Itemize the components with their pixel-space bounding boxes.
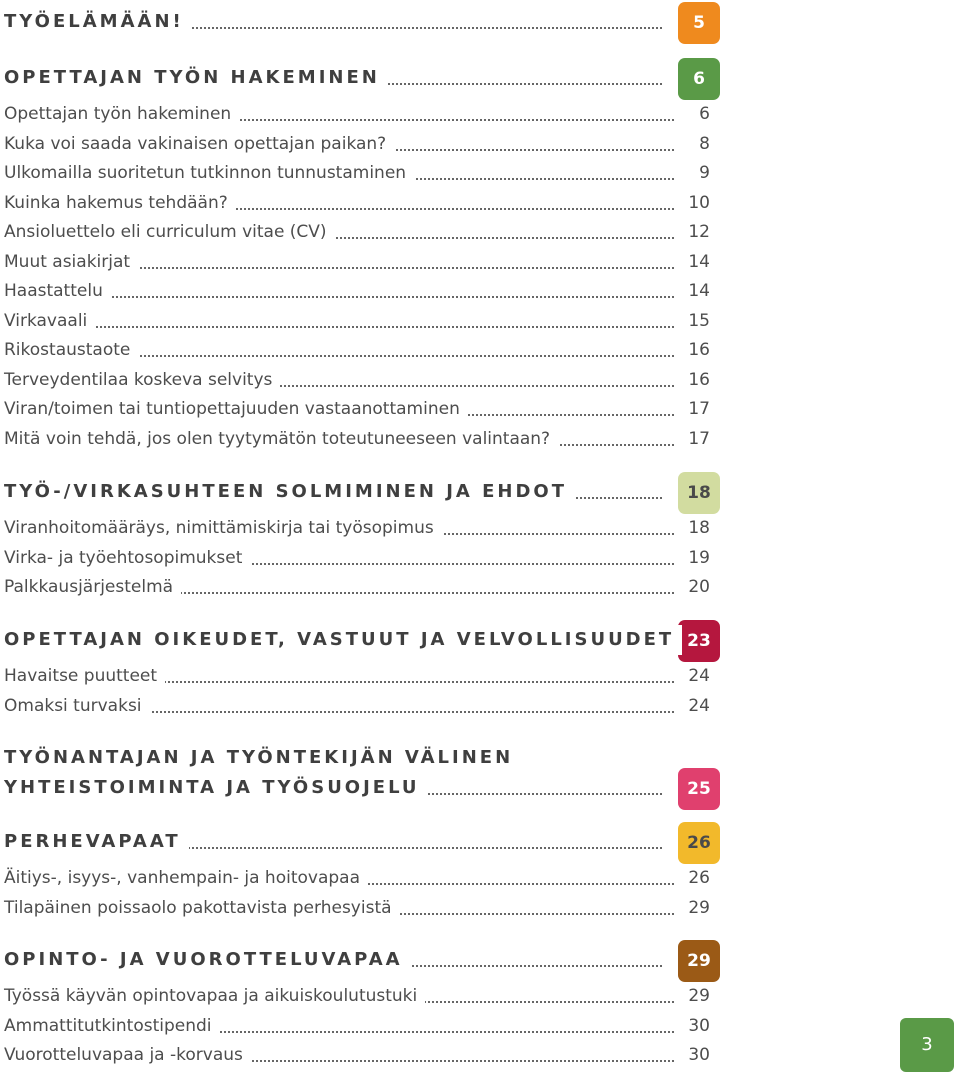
toc-entry-page: 20 <box>688 577 710 597</box>
toc-entry[interactable] <box>4 543 720 573</box>
toc-entry-page: 15 <box>688 310 710 331</box>
toc-entry-title: Viranhoitomääräys, nimittämiskirja tai työsopimus <box>4 513 442 543</box>
toc-entry-title: Palkkausjärjestelmä <box>4 572 181 602</box>
toc-entry[interactable] <box>4 981 720 1011</box>
toc-entry-page: 17 <box>688 399 710 419</box>
section-heading[interactable] <box>4 625 720 655</box>
toc-entry-page: 26 <box>688 868 710 888</box>
toc-entry-page: 10 <box>688 192 710 213</box>
toc-entry-page: 8 <box>699 133 710 154</box>
toc-entry[interactable] <box>4 306 720 336</box>
section-page-badge: 5 <box>678 2 720 44</box>
toc-entry-title: Äitiys-, isyys-, vanhempain- ja hoitovapaa <box>4 863 368 893</box>
section-page-badge: 29 <box>678 940 720 982</box>
toc-entry-title: Havaitse puutteet <box>4 661 165 691</box>
toc-entry-title: Terveydentilaa koskeva selvitys <box>4 365 280 395</box>
toc-entry-title: Muut asiakirjat <box>4 247 138 277</box>
toc-entry[interactable] <box>4 893 720 923</box>
toc-entry-page: 17 <box>688 428 710 449</box>
section-title: OPINTO- JA VUOROTTELUVAPAA <box>4 945 411 975</box>
dot-leader <box>4 326 674 328</box>
toc-entry-page: 24 <box>688 666 710 686</box>
section-page-badge: 18 <box>678 472 720 514</box>
toc-entry[interactable] <box>4 1040 720 1070</box>
toc-entry[interactable] <box>4 247 720 277</box>
toc-entry-title: Tilapäinen poissaolo pakottavista perhesyistä <box>4 893 400 923</box>
toc-entry-title: Työssä käyvän opintovapaa ja aikuiskoulutustuki <box>4 981 425 1011</box>
toc-entry[interactable] <box>4 335 720 365</box>
section-title: OPETTAJAN TYÖN HAKEMINEN <box>4 63 388 93</box>
section-title: OPETTAJAN OIKEUDET, VASTUUT JA VELVOLLISUUDET <box>4 625 682 655</box>
toc-entry-title: Kuinka hakemus tehdään? <box>4 188 236 218</box>
toc-entry-page: 24 <box>688 695 710 716</box>
section-heading[interactable] <box>4 63 720 93</box>
section-title: TYÖ-/VIRKASUHTEEN SOLMIMINEN JA EHDOT <box>4 477 575 507</box>
toc-entry-page: 14 <box>688 281 710 301</box>
toc-entry-page: 29 <box>688 897 710 918</box>
toc-entry[interactable] <box>4 394 720 424</box>
section-page-badge: 6 <box>678 58 720 100</box>
toc-entry[interactable] <box>4 513 720 543</box>
toc-entry-title: Opettajan työn hakeminen <box>4 99 239 129</box>
toc-entry[interactable] <box>4 691 720 721</box>
section-page-badge: 23 <box>678 620 720 662</box>
toc-entry-title: Ulkomailla suoritetun tutkinnon tunnustaminen <box>4 158 414 188</box>
section-heading[interactable] <box>4 477 720 507</box>
page-number-badge: 3 <box>900 1018 954 1072</box>
section-page-badge: 26 <box>678 822 720 864</box>
toc-entry[interactable] <box>4 217 720 247</box>
toc-entry-title: Virkavaali <box>4 306 95 336</box>
toc-entry[interactable] <box>4 188 720 218</box>
section-page-badge: 25 <box>678 768 720 810</box>
toc-entry-page: 12 <box>688 222 710 242</box>
section-heading[interactable] <box>4 7 720 37</box>
toc-entry[interactable] <box>4 365 720 395</box>
section-title: PERHEVAPAAT <box>4 827 189 857</box>
toc-entry[interactable] <box>4 158 720 188</box>
toc-entry[interactable] <box>4 129 720 159</box>
toc-entry-title: Virka- ja työehtosopimukset <box>4 543 250 573</box>
toc-entry-page: 19 <box>688 547 710 568</box>
section-title: TYÖELÄMÄÄN! <box>4 7 192 37</box>
toc-entry[interactable] <box>4 863 720 893</box>
toc-entry-title: Kuka voi saada vakinaisen opettajan paikan? <box>4 129 394 159</box>
toc-entry-page: 18 <box>688 518 710 538</box>
section-heading[interactable] <box>4 773 720 803</box>
toc-entry-title: Vuorotteluvapaa ja -korvaus <box>4 1040 251 1070</box>
toc-entry-page: 16 <box>688 340 710 360</box>
toc-entry[interactable] <box>4 424 720 454</box>
section-title: YHTEISTOIMINTA JA TYÖSUOJELU <box>4 773 428 803</box>
toc-entry-page: 30 <box>688 1045 710 1065</box>
toc-entry-page: 30 <box>688 1015 710 1036</box>
toc-entry-page: 16 <box>688 369 710 390</box>
toc-entry-title: Rikostaustaote <box>4 335 138 365</box>
toc-entry-title: Omaksi turvaksi <box>4 691 150 721</box>
toc-entry-page: 29 <box>688 986 710 1006</box>
toc-entry-title: Ansioluettelo eli curriculum vitae (CV) <box>4 217 335 247</box>
toc-entry-title: Mitä voin tehdä, jos olen tyytymätön toteutuneeseen valintaan? <box>4 424 558 454</box>
section-title-line: TYÖNANTAJAN JA TYÖNTEKIJÄN VÄLINEN <box>4 747 514 768</box>
toc-entry[interactable] <box>4 99 720 129</box>
toc-entry-title: Ammattitutkintostipendi <box>4 1011 220 1041</box>
section-heading[interactable] <box>4 827 720 857</box>
toc-entry-title: Viran/toimen tai tuntiopettajuuden vastaanottaminen <box>4 394 468 424</box>
toc-entry-page: 14 <box>688 251 710 272</box>
toc-entry[interactable] <box>4 276 720 306</box>
toc-entry-page: 6 <box>699 104 710 124</box>
toc-entry[interactable] <box>4 661 720 691</box>
section-heading[interactable] <box>4 945 720 975</box>
toc-entry[interactable] <box>4 572 720 602</box>
toc-entry-title: Haastattelu <box>4 276 111 306</box>
toc-entry-page: 9 <box>699 163 710 183</box>
toc-entry[interactable] <box>4 1011 720 1041</box>
